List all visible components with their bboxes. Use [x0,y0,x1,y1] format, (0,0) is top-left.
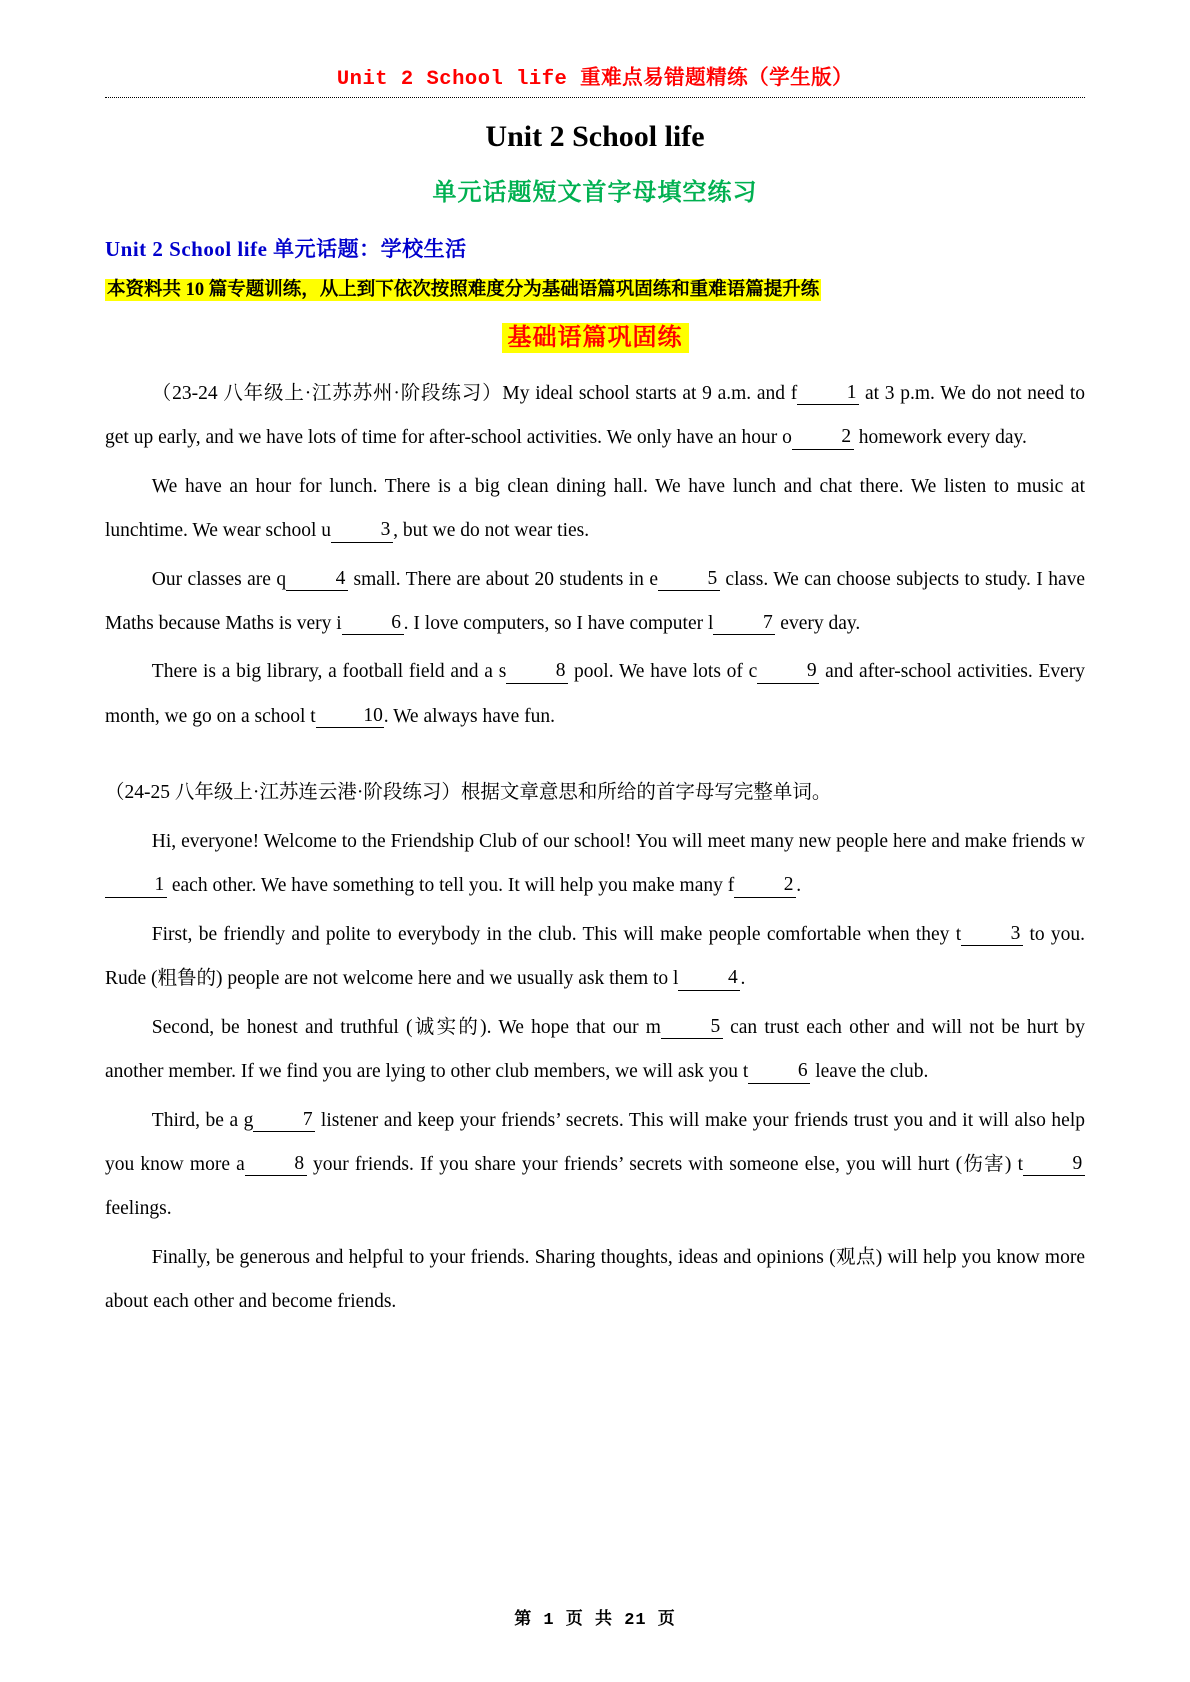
passage2-text-3d: leave the club. [815,1061,929,1083]
passage2-paragraph-4 [105,1099,1085,1232]
passage-spacer [105,743,1085,771]
passage1-text-3f: every day. [780,613,861,635]
passage1-text-2a: We have an hour for lunch. There is a big clean dining hall. We have lunch and chat there. We listen to music at lunchtime. We wear school u [105,475,1085,542]
passage2-paragraph-3 [105,1006,1085,1095]
header-divider [105,97,1085,98]
blank-4[interactable]: 4 [286,568,348,591]
passage1-text-4a: There is a big library, a football field and a s [151,661,507,683]
passage2-text-3c: can trust each other and will not be hurt by another member. If we find you are lying to other club members, we will ask you t [105,1016,1086,1083]
passage2-text-4e: feelings. [105,1198,172,1220]
passage1-text-1c: at 3 p.m. We do not need to get up early, and we have lots of time for after-school activities. We only have an hour o [105,382,1085,449]
passage1-text-3e: . I love computers, so I have computer l [403,613,714,635]
notice-text: 本资料共 10 篇专题训练，从上到下依次按照难度分为基础语篇巩固练和重难语篇提升练 [107,280,820,300]
passage1-text-3d: class. We can choose subjects to study. I have Maths because Maths is very i [105,568,1086,635]
passage1-paragraph-4 [105,650,1085,739]
blank-p2-8[interactable]: 8 [245,1153,307,1176]
passage2-text-3a: Second, be honest and truthful (诚实的). We hope that our m [151,1016,661,1038]
passage1-text-4e: . We always have fun. [383,705,556,727]
passage1-paragraph-2 [105,465,1085,554]
blank-p2-9[interactable]: 9 [1023,1153,1085,1176]
passage2-text-4a: Third, be a g [151,1109,254,1131]
passage2-paragraph-2 [105,913,1085,1002]
blank-p2-1[interactable]: 1 [105,874,167,897]
running-header: Unit 2 School life 重难点易错题精练（学生版） [336,68,854,91]
passage1-paragraph-3 [105,558,1085,647]
passage1-text-4c: pool. We have lots of c [574,661,758,683]
passage2-paragraph-5: Finally, be generous and helpful to your friends. Sharing thoughts, ideas and opinions (观点) will help you know more about each other and become friends. [105,1246,1085,1313]
passage2-text-2d: . [740,968,746,990]
blank-10[interactable]: 10 [316,705,384,728]
passage2-text-4d: your friends. If you share your friends’ secrets with someone else, you will hurt (伤害) t [312,1154,1024,1175]
blank-2[interactable]: 2 [792,426,854,449]
blank-3[interactable]: 3 [331,519,393,542]
blank-p2-4[interactable]: 4 [678,967,740,990]
passage2-paragraph-1 [105,820,1085,909]
section-heading [105,317,1085,352]
passage1-text-4d: and after-school activities. Every month, we go on a school t [105,661,1085,727]
passage1-text-1a: My ideal school starts at 9 a.m. and f [502,382,798,404]
passage1-text-3c: small. There are about 20 students in e [353,568,658,590]
unit-topic: Unit 2 School life 单元话题：学校生活 [105,237,467,261]
blank-9[interactable]: 9 [757,660,819,683]
blank-5[interactable]: 5 [658,568,720,591]
passage2-text-1a: Hi, everyone! Welcome to the Friendship Club of our school! You will meet many new people here and make friends w [151,830,1085,852]
passage1-source: （23-24 八年级上·江苏苏州·阶段练习） [151,382,503,404]
passage2-text-2c: to you. Rude (粗鲁的) people are not welcome here and we usually ask them to l [105,923,1086,990]
notice-line [105,277,1085,305]
passage1-text-3a: Our classes are q [151,568,287,590]
blank-8[interactable]: 8 [506,660,568,683]
section-heading-text: 基础语篇巩固练 [502,323,689,353]
passage2-text-2a: First, be friendly and polite to everybody in the club. This will make people comfortable when they t [151,923,962,945]
passage1-paragraph-1 [105,372,1085,461]
passage1-text-1d: homework every day. [858,427,1027,449]
blank-p2-5[interactable]: 5 [661,1016,723,1039]
blank-p2-3[interactable]: 3 [961,923,1023,946]
passage2-text-1c: each other. We have something to tell you. It will help you make many f [171,875,735,897]
passage2-source: （24-25 八年级上·江苏连云港·阶段练习）根据文章意思和所给的首字母写完整单词。 [105,782,832,804]
blank-p2-2[interactable]: 2 [734,874,796,897]
passage2-text-4c: listener and keep your friends’ secrets. This will make your friends trust you and it will also help you know more a [105,1109,1085,1175]
passage2-text-1d: . [796,875,802,897]
blank-p2-7[interactable]: 7 [253,1109,315,1132]
page-subtitle: 单元话题短文首字母填空练习 [432,180,758,206]
blank-p2-6[interactable]: 6 [748,1060,810,1083]
page-title: Unit 2 School life [485,120,705,153]
passage1-text-2c: , but we do not wear ties. [393,520,590,542]
blank-6[interactable]: 6 [342,612,404,635]
page-footer: 第 1 页 共 21 页 [514,1611,676,1630]
blank-7[interactable]: 7 [713,612,775,635]
blank-1[interactable]: 1 [797,382,859,405]
